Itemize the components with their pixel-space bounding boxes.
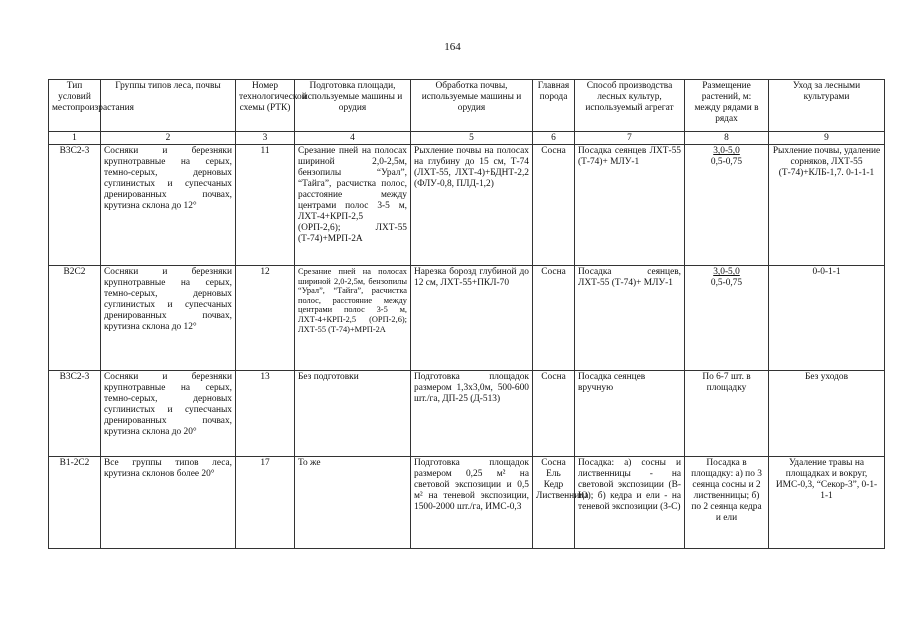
table-row xyxy=(49,266,885,371)
spacing-between-rows: 3,0-5,0 xyxy=(713,146,740,156)
site-type-cell: В3С2-3 xyxy=(49,371,101,457)
preparation-cell: Срезание пней на полосах шириной 2,0-2,5м, бензопилы “Урал”, “Тайга”, расчистка полос, расстояние между центрами полос 3-5 м, ЛХТ-4+КРП-2,5 (ОРП-2,6); ЛХТ-55 (Т-74)+МРП-2А xyxy=(295,145,411,266)
spacing-cell xyxy=(685,266,769,371)
table-row xyxy=(49,145,885,266)
care-cell: 0-0-1-1 xyxy=(769,266,885,371)
rtk-cell: 12 xyxy=(236,266,295,371)
soil-treatment-cell: Подготовка площадок размером 0,25 м² на световой экспозиции и 0,5 м² на теневой экспозиции, 1500-2000 шт./га, ИМС-0,3 xyxy=(411,457,533,549)
header-cell: Уход за лесными культурами xyxy=(769,80,885,132)
header-cell: Номер технологической схемы (РТК) xyxy=(236,80,295,132)
column-number: 3 xyxy=(236,132,295,145)
preparation-cell: То же xyxy=(295,457,411,549)
site-type-cell: В1-2С2 xyxy=(49,457,101,549)
header-cell: Главная порода xyxy=(533,80,575,132)
planting-method-cell: Посадка сеянцев ЛХТ-55 (Т-74)+ МЛУ-1 xyxy=(575,145,685,266)
main-species-cell: Сосна xyxy=(533,145,575,266)
soil-treatment-cell: Рыхление почвы на полосах на глубину до 15 см, Т-74 (ЛХТ-55, ЛХТ-4)+БДНТ-2,2 (ФЛУ-0,8, ПЛД-1,2) xyxy=(411,145,533,266)
spacing-in-rows: 0,5-0,75 xyxy=(710,278,743,288)
soil-treatment-cell: Нарезка борозд глубиной до 12 см, ЛХТ-55+ПКЛ-70 xyxy=(411,266,533,371)
main-species-cell: Сосна Ель Кедр Лиственница xyxy=(533,457,575,549)
page-number: 164 xyxy=(444,41,461,53)
column-number-row xyxy=(49,132,885,145)
header-cell: Обработка почвы, используемые машины и орудия xyxy=(411,80,533,132)
spacing-cell xyxy=(685,145,769,266)
header-row xyxy=(49,80,885,132)
column-number: 7 xyxy=(575,132,685,145)
header-cell: Тип условий местопроизрастания xyxy=(49,80,101,132)
soil-treatment-cell: Подготовка площадок размером 1,3х3,0м, 500-600 шт./га, ДП-25 (Д-513) xyxy=(411,371,533,457)
preparation-cell: Срезание пней на полосах шириной 2,0-2,5м, бензопилы “Урал”, “Тайга”, расчистка полос, расстояние между центрами полос 3-5 м, ЛХТ-4+КРП-2,5 (ОРП-2,6); ЛХТ-55 (Т-74)+МРП-2А xyxy=(295,266,411,371)
header-cell: Подготовка площади, используемые машины и орудия xyxy=(295,80,411,132)
column-number: 6 xyxy=(533,132,575,145)
forest-groups-cell: Сосняки и березняки крупнотравные на серых, темно-серых, дерновых суглинистых и супесчаных дренированных почвах, крутизна склона до 12° xyxy=(101,266,236,371)
spacing-cell: По 6-7 шт. в площадку xyxy=(685,371,769,457)
header-cell: Размещение растений, м: между рядами в рядах xyxy=(685,80,769,132)
planting-method-cell: Посадка сеянцев вручную xyxy=(575,371,685,457)
site-type-cell: В2С2 xyxy=(49,266,101,371)
forest-culture-table xyxy=(48,79,885,549)
column-number: 9 xyxy=(769,132,885,145)
site-type-cell: В3С2-3 xyxy=(49,145,101,266)
table-row xyxy=(49,457,885,549)
care-cell: Без уходов xyxy=(769,371,885,457)
rtk-cell: 13 xyxy=(236,371,295,457)
preparation-cell: Без подготовки xyxy=(295,371,411,457)
forest-groups-cell: Все группы типов леса, крутизна склонов более 20° xyxy=(101,457,236,549)
rtk-cell: 17 xyxy=(236,457,295,549)
column-number: 8 xyxy=(685,132,769,145)
planting-method-cell: Посадка: а) сосны и лиственницы - на световой экспозиции (В-Ю); б) кедра и ели - на теневой экспозиции (З-С) xyxy=(575,457,685,549)
header-cell: Группы типов леса, почвы xyxy=(101,80,236,132)
table-row xyxy=(49,371,885,457)
spacing-between-rows: 3,0-5,0 xyxy=(713,267,740,277)
forest-groups-cell: Сосняки и березняки крупнотравные на серых, темно-серых, дерновых суглинистых и супесчаных дренированных почвах, крутизна склона до 12° xyxy=(101,145,236,266)
care-cell: Удаление травы на площадках и вокруг, ИМС-0,3, “Секор-3”, 0-1-1-1 xyxy=(769,457,885,549)
header-cell: Способ производства лесных культур, используемый агрегат xyxy=(575,80,685,132)
spacing-in-rows: 0,5-0,75 xyxy=(710,157,743,167)
planting-method-cell: Посадка сеянцев, ЛХТ-55 (Т-74)+ МЛУ-1 xyxy=(575,266,685,371)
column-number: 5 xyxy=(411,132,533,145)
column-number: 4 xyxy=(295,132,411,145)
main-species-cell: Сосна xyxy=(533,266,575,371)
forest-groups-cell: Сосняки и березняки крупнотравные на серых, темно-серых, дерновых суглинистых и супесчаных дренированных почвах, крутизна склона до 20° xyxy=(101,371,236,457)
spacing-cell: Посадка в площадку: а) по 3 сеянца сосны и 2 лиственницы; б) по 2 сеянца кедра и ели xyxy=(685,457,769,549)
rtk-cell: 11 xyxy=(236,145,295,266)
column-number: 1 xyxy=(49,132,101,145)
care-cell: Рыхление почвы, удаление сорняков, ЛХТ-55 (Т-74)+КЛБ-1,7. 0-1-1-1 xyxy=(769,145,885,266)
column-number: 2 xyxy=(101,132,236,145)
main-species-cell: Сосна xyxy=(533,371,575,457)
